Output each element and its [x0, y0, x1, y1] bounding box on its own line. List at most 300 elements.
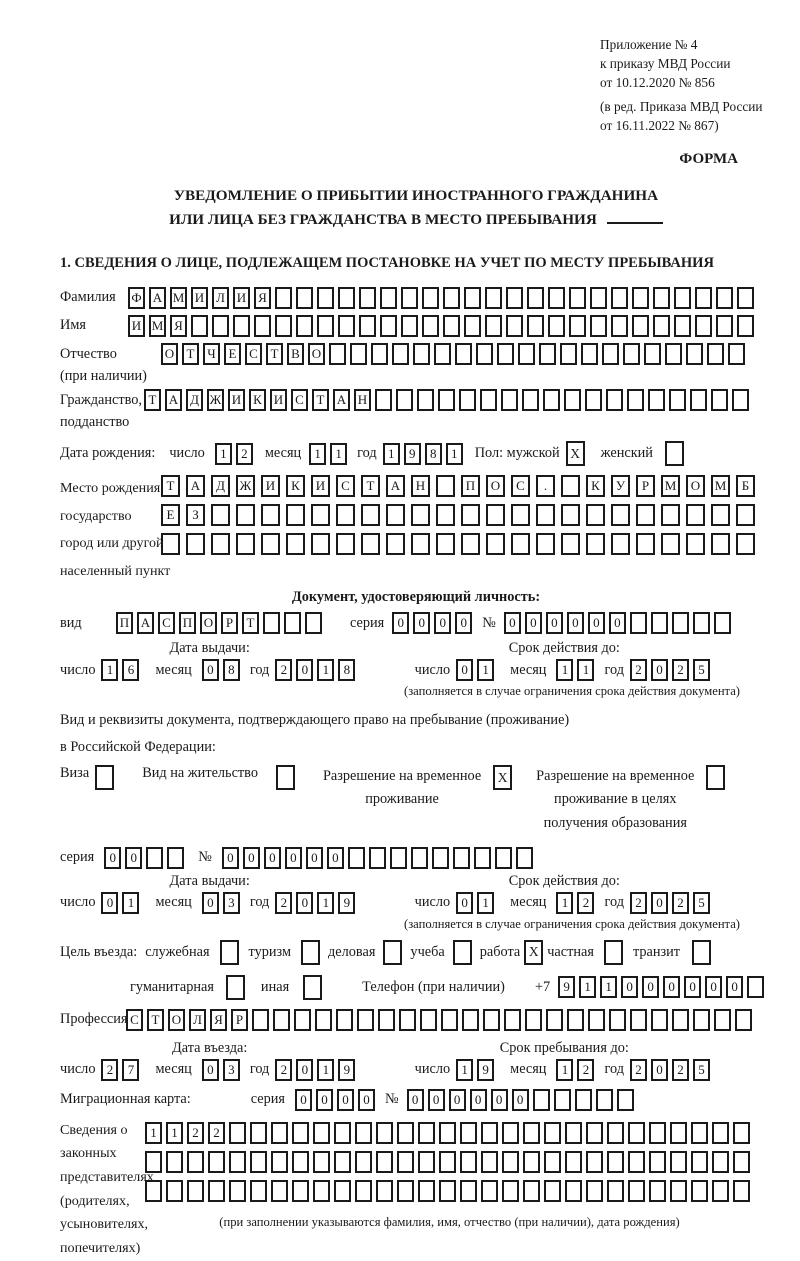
- char-cell[interactable]: [443, 315, 460, 337]
- char-cell[interactable]: [611, 287, 628, 309]
- char-cell[interactable]: Т: [182, 343, 199, 365]
- char-cell[interactable]: [292, 1122, 309, 1144]
- char-cell[interactable]: [669, 389, 686, 411]
- char-cell[interactable]: [432, 847, 449, 869]
- char-cell[interactable]: [586, 1122, 603, 1144]
- char-cell[interactable]: [523, 1180, 540, 1202]
- char-cell[interactable]: [476, 343, 493, 365]
- char-cell[interactable]: 0: [296, 659, 313, 681]
- char-cell[interactable]: [250, 1122, 267, 1144]
- char-cell[interactable]: [211, 504, 230, 526]
- char-cell[interactable]: [695, 287, 712, 309]
- char-cell[interactable]: [480, 389, 497, 411]
- char-cell[interactable]: 0: [327, 847, 344, 869]
- char-cell[interactable]: 0: [407, 1089, 424, 1111]
- char-cell[interactable]: [401, 287, 418, 309]
- char-cell[interactable]: [462, 1009, 479, 1031]
- char-cell[interactable]: [229, 1180, 246, 1202]
- char-cell[interactable]: О: [161, 343, 178, 365]
- char-cell[interactable]: [418, 1151, 435, 1173]
- char-cell[interactable]: О: [486, 475, 505, 497]
- char-cell[interactable]: [187, 1151, 204, 1173]
- sex-female-checkbox[interactable]: [665, 441, 684, 466]
- char-cell[interactable]: 1: [556, 892, 573, 914]
- char-cell[interactable]: Т: [266, 343, 283, 365]
- char-cell[interactable]: 2: [275, 892, 292, 914]
- char-cell[interactable]: [497, 343, 514, 365]
- char-cell[interactable]: [311, 533, 330, 555]
- char-cell[interactable]: [623, 343, 640, 365]
- char-cell[interactable]: [672, 612, 689, 634]
- char-cell[interactable]: 1: [383, 443, 400, 465]
- char-cell[interactable]: 9: [558, 976, 575, 998]
- char-cell[interactable]: [357, 1009, 374, 1031]
- char-cell[interactable]: [336, 504, 355, 526]
- char-cell[interactable]: [317, 287, 334, 309]
- char-cell[interactable]: Я: [170, 315, 187, 337]
- char-cell[interactable]: 0: [295, 1089, 312, 1111]
- char-cell[interactable]: [674, 287, 691, 309]
- char-cell[interactable]: [533, 1089, 550, 1111]
- char-cell[interactable]: [334, 1122, 351, 1144]
- char-cell[interactable]: [707, 343, 724, 365]
- purpose-private-checkbox[interactable]: [604, 940, 623, 965]
- char-cell[interactable]: .: [536, 475, 555, 497]
- char-cell[interactable]: [649, 1122, 666, 1144]
- char-cell[interactable]: [481, 1180, 498, 1202]
- char-cell[interactable]: [420, 1009, 437, 1031]
- char-cell[interactable]: [523, 1122, 540, 1144]
- char-cell[interactable]: [586, 533, 605, 555]
- char-cell[interactable]: И: [270, 389, 287, 411]
- char-cell[interactable]: [380, 287, 397, 309]
- char-cell[interactable]: [166, 1180, 183, 1202]
- char-cell[interactable]: [292, 1180, 309, 1202]
- temp-residence-checkbox[interactable]: X: [493, 765, 512, 790]
- char-cell[interactable]: [397, 1151, 414, 1173]
- char-cell[interactable]: К: [586, 475, 605, 497]
- char-cell[interactable]: Л: [189, 1009, 206, 1031]
- char-cell[interactable]: [361, 533, 380, 555]
- char-cell[interactable]: [661, 533, 680, 555]
- char-cell[interactable]: [271, 1180, 288, 1202]
- char-cell[interactable]: 0: [428, 1089, 445, 1111]
- char-cell[interactable]: [665, 343, 682, 365]
- char-cell[interactable]: 0: [491, 1089, 508, 1111]
- char-cell[interactable]: [455, 343, 472, 365]
- char-cell[interactable]: [313, 1151, 330, 1173]
- char-cell[interactable]: 0: [651, 1059, 668, 1081]
- char-cell[interactable]: [661, 504, 680, 526]
- char-cell[interactable]: [355, 1180, 372, 1202]
- char-cell[interactable]: [735, 1009, 752, 1031]
- char-cell[interactable]: Р: [231, 1009, 248, 1031]
- char-cell[interactable]: 0: [392, 612, 409, 634]
- char-cell[interactable]: 1: [556, 1059, 573, 1081]
- char-cell[interactable]: [586, 1180, 603, 1202]
- char-cell[interactable]: 0: [202, 892, 219, 914]
- char-cell[interactable]: 1: [317, 892, 334, 914]
- char-cell[interactable]: [296, 315, 313, 337]
- sex-male-checkbox[interactable]: X: [566, 441, 585, 466]
- char-cell[interactable]: [439, 1122, 456, 1144]
- char-cell[interactable]: 2: [577, 892, 594, 914]
- char-cell[interactable]: [422, 287, 439, 309]
- char-cell[interactable]: М: [170, 287, 187, 309]
- char-cell[interactable]: [486, 504, 505, 526]
- char-cell[interactable]: 1: [577, 659, 594, 681]
- char-cell[interactable]: П: [461, 475, 480, 497]
- char-cell[interactable]: Е: [224, 343, 241, 365]
- char-cell[interactable]: [567, 1009, 584, 1031]
- char-cell[interactable]: [167, 847, 184, 869]
- char-cell[interactable]: [311, 504, 330, 526]
- char-cell[interactable]: [233, 315, 250, 337]
- char-cell[interactable]: [460, 1151, 477, 1173]
- purpose-work-checkbox[interactable]: X: [524, 940, 543, 965]
- char-cell[interactable]: 0: [525, 612, 542, 634]
- char-cell[interactable]: 1: [446, 443, 463, 465]
- char-cell[interactable]: [527, 315, 544, 337]
- char-cell[interactable]: [208, 1180, 225, 1202]
- char-cell[interactable]: [714, 1009, 731, 1031]
- char-cell[interactable]: [511, 533, 530, 555]
- char-cell[interactable]: [564, 389, 581, 411]
- char-cell[interactable]: [296, 287, 313, 309]
- char-cell[interactable]: [536, 504, 555, 526]
- char-cell[interactable]: 8: [425, 443, 442, 465]
- char-cell[interactable]: [486, 533, 505, 555]
- char-cell[interactable]: Т: [147, 1009, 164, 1031]
- char-cell[interactable]: [359, 315, 376, 337]
- char-cell[interactable]: [714, 612, 731, 634]
- char-cell[interactable]: Ж: [236, 475, 255, 497]
- char-cell[interactable]: [628, 1180, 645, 1202]
- char-cell[interactable]: [275, 287, 292, 309]
- char-cell[interactable]: 0: [434, 612, 451, 634]
- char-cell[interactable]: [606, 389, 623, 411]
- char-cell[interactable]: С: [126, 1009, 143, 1031]
- char-cell[interactable]: [250, 1151, 267, 1173]
- char-cell[interactable]: 0: [684, 976, 701, 998]
- char-cell[interactable]: 2: [208, 1122, 225, 1144]
- char-cell[interactable]: [636, 504, 655, 526]
- char-cell[interactable]: [554, 1089, 571, 1111]
- char-cell[interactable]: [439, 1151, 456, 1173]
- char-cell[interactable]: [506, 315, 523, 337]
- purpose-other-checkbox[interactable]: [303, 975, 322, 1000]
- purpose-study-checkbox[interactable]: [453, 940, 472, 965]
- char-cell[interactable]: [581, 343, 598, 365]
- char-cell[interactable]: [712, 1151, 729, 1173]
- char-cell[interactable]: [506, 287, 523, 309]
- char-cell[interactable]: [651, 1009, 668, 1031]
- char-cell[interactable]: 0: [337, 1089, 354, 1111]
- char-cell[interactable]: 2: [630, 892, 647, 914]
- char-cell[interactable]: 1: [215, 443, 232, 465]
- char-cell[interactable]: [695, 315, 712, 337]
- char-cell[interactable]: 1: [166, 1122, 183, 1144]
- char-cell[interactable]: [275, 315, 292, 337]
- char-cell[interactable]: 3: [223, 1059, 240, 1081]
- char-cell[interactable]: [543, 389, 560, 411]
- char-cell[interactable]: [461, 533, 480, 555]
- char-cell[interactable]: А: [137, 612, 154, 634]
- char-cell[interactable]: О: [308, 343, 325, 365]
- char-cell[interactable]: [560, 343, 577, 365]
- char-cell[interactable]: [628, 1151, 645, 1173]
- char-cell[interactable]: [338, 287, 355, 309]
- char-cell[interactable]: [539, 343, 556, 365]
- char-cell[interactable]: [145, 1151, 162, 1173]
- char-cell[interactable]: [548, 287, 565, 309]
- char-cell[interactable]: [376, 1180, 393, 1202]
- char-cell[interactable]: М: [711, 475, 730, 497]
- char-cell[interactable]: [461, 504, 480, 526]
- char-cell[interactable]: [401, 315, 418, 337]
- purpose-tourism-checkbox[interactable]: [301, 940, 320, 965]
- char-cell[interactable]: 1: [317, 659, 334, 681]
- char-cell[interactable]: [229, 1122, 246, 1144]
- char-cell[interactable]: 1: [556, 659, 573, 681]
- char-cell[interactable]: 0: [202, 1059, 219, 1081]
- char-cell[interactable]: 0: [243, 847, 260, 869]
- char-cell[interactable]: 1: [330, 443, 347, 465]
- char-cell[interactable]: [236, 504, 255, 526]
- char-cell[interactable]: 5: [693, 1059, 710, 1081]
- char-cell[interactable]: [585, 389, 602, 411]
- char-cell[interactable]: Т: [161, 475, 180, 497]
- char-cell[interactable]: [636, 533, 655, 555]
- char-cell[interactable]: [516, 847, 533, 869]
- char-cell[interactable]: [485, 315, 502, 337]
- char-cell[interactable]: [380, 315, 397, 337]
- char-cell[interactable]: [628, 1122, 645, 1144]
- char-cell[interactable]: [355, 1122, 372, 1144]
- char-cell[interactable]: [441, 1009, 458, 1031]
- char-cell[interactable]: З: [186, 504, 205, 526]
- char-cell[interactable]: [436, 504, 455, 526]
- char-cell[interactable]: 1: [317, 1059, 334, 1081]
- char-cell[interactable]: Д: [186, 389, 203, 411]
- char-cell[interactable]: [422, 315, 439, 337]
- char-cell[interactable]: 2: [672, 892, 689, 914]
- char-cell[interactable]: [294, 1009, 311, 1031]
- char-cell[interactable]: 1: [579, 976, 596, 998]
- char-cell[interactable]: [691, 1151, 708, 1173]
- char-cell[interactable]: [271, 1122, 288, 1144]
- char-cell[interactable]: 2: [577, 1059, 594, 1081]
- char-cell[interactable]: [434, 343, 451, 365]
- char-cell[interactable]: 1: [309, 443, 326, 465]
- char-cell[interactable]: [211, 533, 230, 555]
- char-cell[interactable]: 0: [296, 892, 313, 914]
- char-cell[interactable]: 2: [101, 1059, 118, 1081]
- char-cell[interactable]: 8: [223, 659, 240, 681]
- char-cell[interactable]: [464, 315, 481, 337]
- char-cell[interactable]: П: [116, 612, 133, 634]
- char-cell[interactable]: [544, 1122, 561, 1144]
- char-cell[interactable]: Б: [736, 475, 755, 497]
- char-cell[interactable]: [460, 1180, 477, 1202]
- char-cell[interactable]: [632, 315, 649, 337]
- char-cell[interactable]: [712, 1122, 729, 1144]
- char-cell[interactable]: [728, 343, 745, 365]
- char-cell[interactable]: [511, 504, 530, 526]
- char-cell[interactable]: [411, 504, 430, 526]
- char-cell[interactable]: [716, 315, 733, 337]
- char-cell[interactable]: [336, 1009, 353, 1031]
- char-cell[interactable]: [711, 389, 728, 411]
- purpose-humanitarian-checkbox[interactable]: [226, 975, 245, 1000]
- char-cell[interactable]: 0: [449, 1089, 466, 1111]
- char-cell[interactable]: [212, 315, 229, 337]
- char-cell[interactable]: 0: [705, 976, 722, 998]
- char-cell[interactable]: [166, 1151, 183, 1173]
- char-cell[interactable]: [686, 504, 705, 526]
- char-cell[interactable]: 0: [642, 976, 659, 998]
- char-cell[interactable]: 9: [338, 1059, 355, 1081]
- char-cell[interactable]: [522, 389, 539, 411]
- char-cell[interactable]: [716, 287, 733, 309]
- char-cell[interactable]: 0: [456, 892, 473, 914]
- char-cell[interactable]: 2: [630, 1059, 647, 1081]
- char-cell[interactable]: 0: [306, 847, 323, 869]
- char-cell[interactable]: [649, 1151, 666, 1173]
- purpose-commercial-checkbox[interactable]: [383, 940, 402, 965]
- char-cell[interactable]: [733, 1180, 750, 1202]
- char-cell[interactable]: 0: [456, 659, 473, 681]
- char-cell[interactable]: 0: [546, 612, 563, 634]
- char-cell[interactable]: [438, 389, 455, 411]
- char-cell[interactable]: И: [191, 287, 208, 309]
- char-cell[interactable]: [504, 1009, 521, 1031]
- char-cell[interactable]: [651, 612, 668, 634]
- char-cell[interactable]: [481, 1151, 498, 1173]
- char-cell[interactable]: 0: [455, 612, 472, 634]
- char-cell[interactable]: 0: [567, 612, 584, 634]
- char-cell[interactable]: [413, 343, 430, 365]
- char-cell[interactable]: [602, 343, 619, 365]
- char-cell[interactable]: [305, 612, 322, 634]
- char-cell[interactable]: [317, 315, 334, 337]
- char-cell[interactable]: [561, 475, 580, 497]
- char-cell[interactable]: [250, 1180, 267, 1202]
- char-cell[interactable]: [350, 343, 367, 365]
- char-cell[interactable]: Ж: [207, 389, 224, 411]
- char-cell[interactable]: [711, 504, 730, 526]
- visa-checkbox[interactable]: [95, 765, 114, 790]
- char-cell[interactable]: [544, 1180, 561, 1202]
- char-cell[interactable]: [590, 287, 607, 309]
- char-cell[interactable]: С: [158, 612, 175, 634]
- char-cell[interactable]: 0: [101, 892, 118, 914]
- char-cell[interactable]: [460, 1122, 477, 1144]
- char-cell[interactable]: [273, 1009, 290, 1031]
- char-cell[interactable]: [569, 287, 586, 309]
- char-cell[interactable]: К: [249, 389, 266, 411]
- char-cell[interactable]: [736, 504, 755, 526]
- char-cell[interactable]: [286, 533, 305, 555]
- char-cell[interactable]: [334, 1151, 351, 1173]
- char-cell[interactable]: 5: [693, 892, 710, 914]
- char-cell[interactable]: [544, 1151, 561, 1173]
- char-cell[interactable]: С: [336, 475, 355, 497]
- char-cell[interactable]: Е: [161, 504, 180, 526]
- char-cell[interactable]: 8: [338, 659, 355, 681]
- char-cell[interactable]: [418, 1122, 435, 1144]
- char-cell[interactable]: [693, 612, 710, 634]
- char-cell[interactable]: 9: [404, 443, 421, 465]
- char-cell[interactable]: 0: [651, 892, 668, 914]
- char-cell[interactable]: О: [200, 612, 217, 634]
- char-cell[interactable]: [501, 389, 518, 411]
- char-cell[interactable]: [376, 1151, 393, 1173]
- char-cell[interactable]: [397, 1180, 414, 1202]
- char-cell[interactable]: [464, 287, 481, 309]
- purpose-transit-checkbox[interactable]: [692, 940, 711, 965]
- char-cell[interactable]: [588, 1009, 605, 1031]
- char-cell[interactable]: [670, 1180, 687, 1202]
- char-cell[interactable]: 6: [122, 659, 139, 681]
- char-cell[interactable]: 7: [122, 1059, 139, 1081]
- char-cell[interactable]: [397, 1122, 414, 1144]
- char-cell[interactable]: [611, 533, 630, 555]
- char-cell[interactable]: [686, 343, 703, 365]
- char-cell[interactable]: [607, 1122, 624, 1144]
- char-cell[interactable]: [386, 533, 405, 555]
- char-cell[interactable]: М: [661, 475, 680, 497]
- char-cell[interactable]: 0: [470, 1089, 487, 1111]
- char-cell[interactable]: И: [233, 287, 250, 309]
- char-cell[interactable]: [161, 533, 180, 555]
- char-cell[interactable]: [495, 847, 512, 869]
- char-cell[interactable]: А: [165, 389, 182, 411]
- char-cell[interactable]: 0: [621, 976, 638, 998]
- char-cell[interactable]: И: [228, 389, 245, 411]
- char-cell[interactable]: [284, 612, 301, 634]
- char-cell[interactable]: [315, 1009, 332, 1031]
- char-cell[interactable]: [670, 1151, 687, 1173]
- char-cell[interactable]: С: [291, 389, 308, 411]
- char-cell[interactable]: [732, 389, 749, 411]
- char-cell[interactable]: [569, 315, 586, 337]
- char-cell[interactable]: 2: [236, 443, 253, 465]
- char-cell[interactable]: 1: [477, 659, 494, 681]
- char-cell[interactable]: И: [311, 475, 330, 497]
- char-cell[interactable]: [712, 1180, 729, 1202]
- char-cell[interactable]: 5: [693, 659, 710, 681]
- char-cell[interactable]: [565, 1180, 582, 1202]
- char-cell[interactable]: [338, 315, 355, 337]
- char-cell[interactable]: 0: [413, 612, 430, 634]
- char-cell[interactable]: 1: [456, 1059, 473, 1081]
- char-cell[interactable]: А: [149, 287, 166, 309]
- char-cell[interactable]: 2: [275, 659, 292, 681]
- char-cell[interactable]: М: [149, 315, 166, 337]
- char-cell[interactable]: 0: [609, 612, 626, 634]
- char-cell[interactable]: [474, 847, 491, 869]
- char-cell[interactable]: [371, 343, 388, 365]
- char-cell[interactable]: [691, 1180, 708, 1202]
- char-cell[interactable]: [546, 1009, 563, 1031]
- char-cell[interactable]: Ч: [203, 343, 220, 365]
- char-cell[interactable]: 0: [726, 976, 743, 998]
- char-cell[interactable]: А: [333, 389, 350, 411]
- char-cell[interactable]: Н: [354, 389, 371, 411]
- char-cell[interactable]: [436, 475, 455, 497]
- char-cell[interactable]: [459, 389, 476, 411]
